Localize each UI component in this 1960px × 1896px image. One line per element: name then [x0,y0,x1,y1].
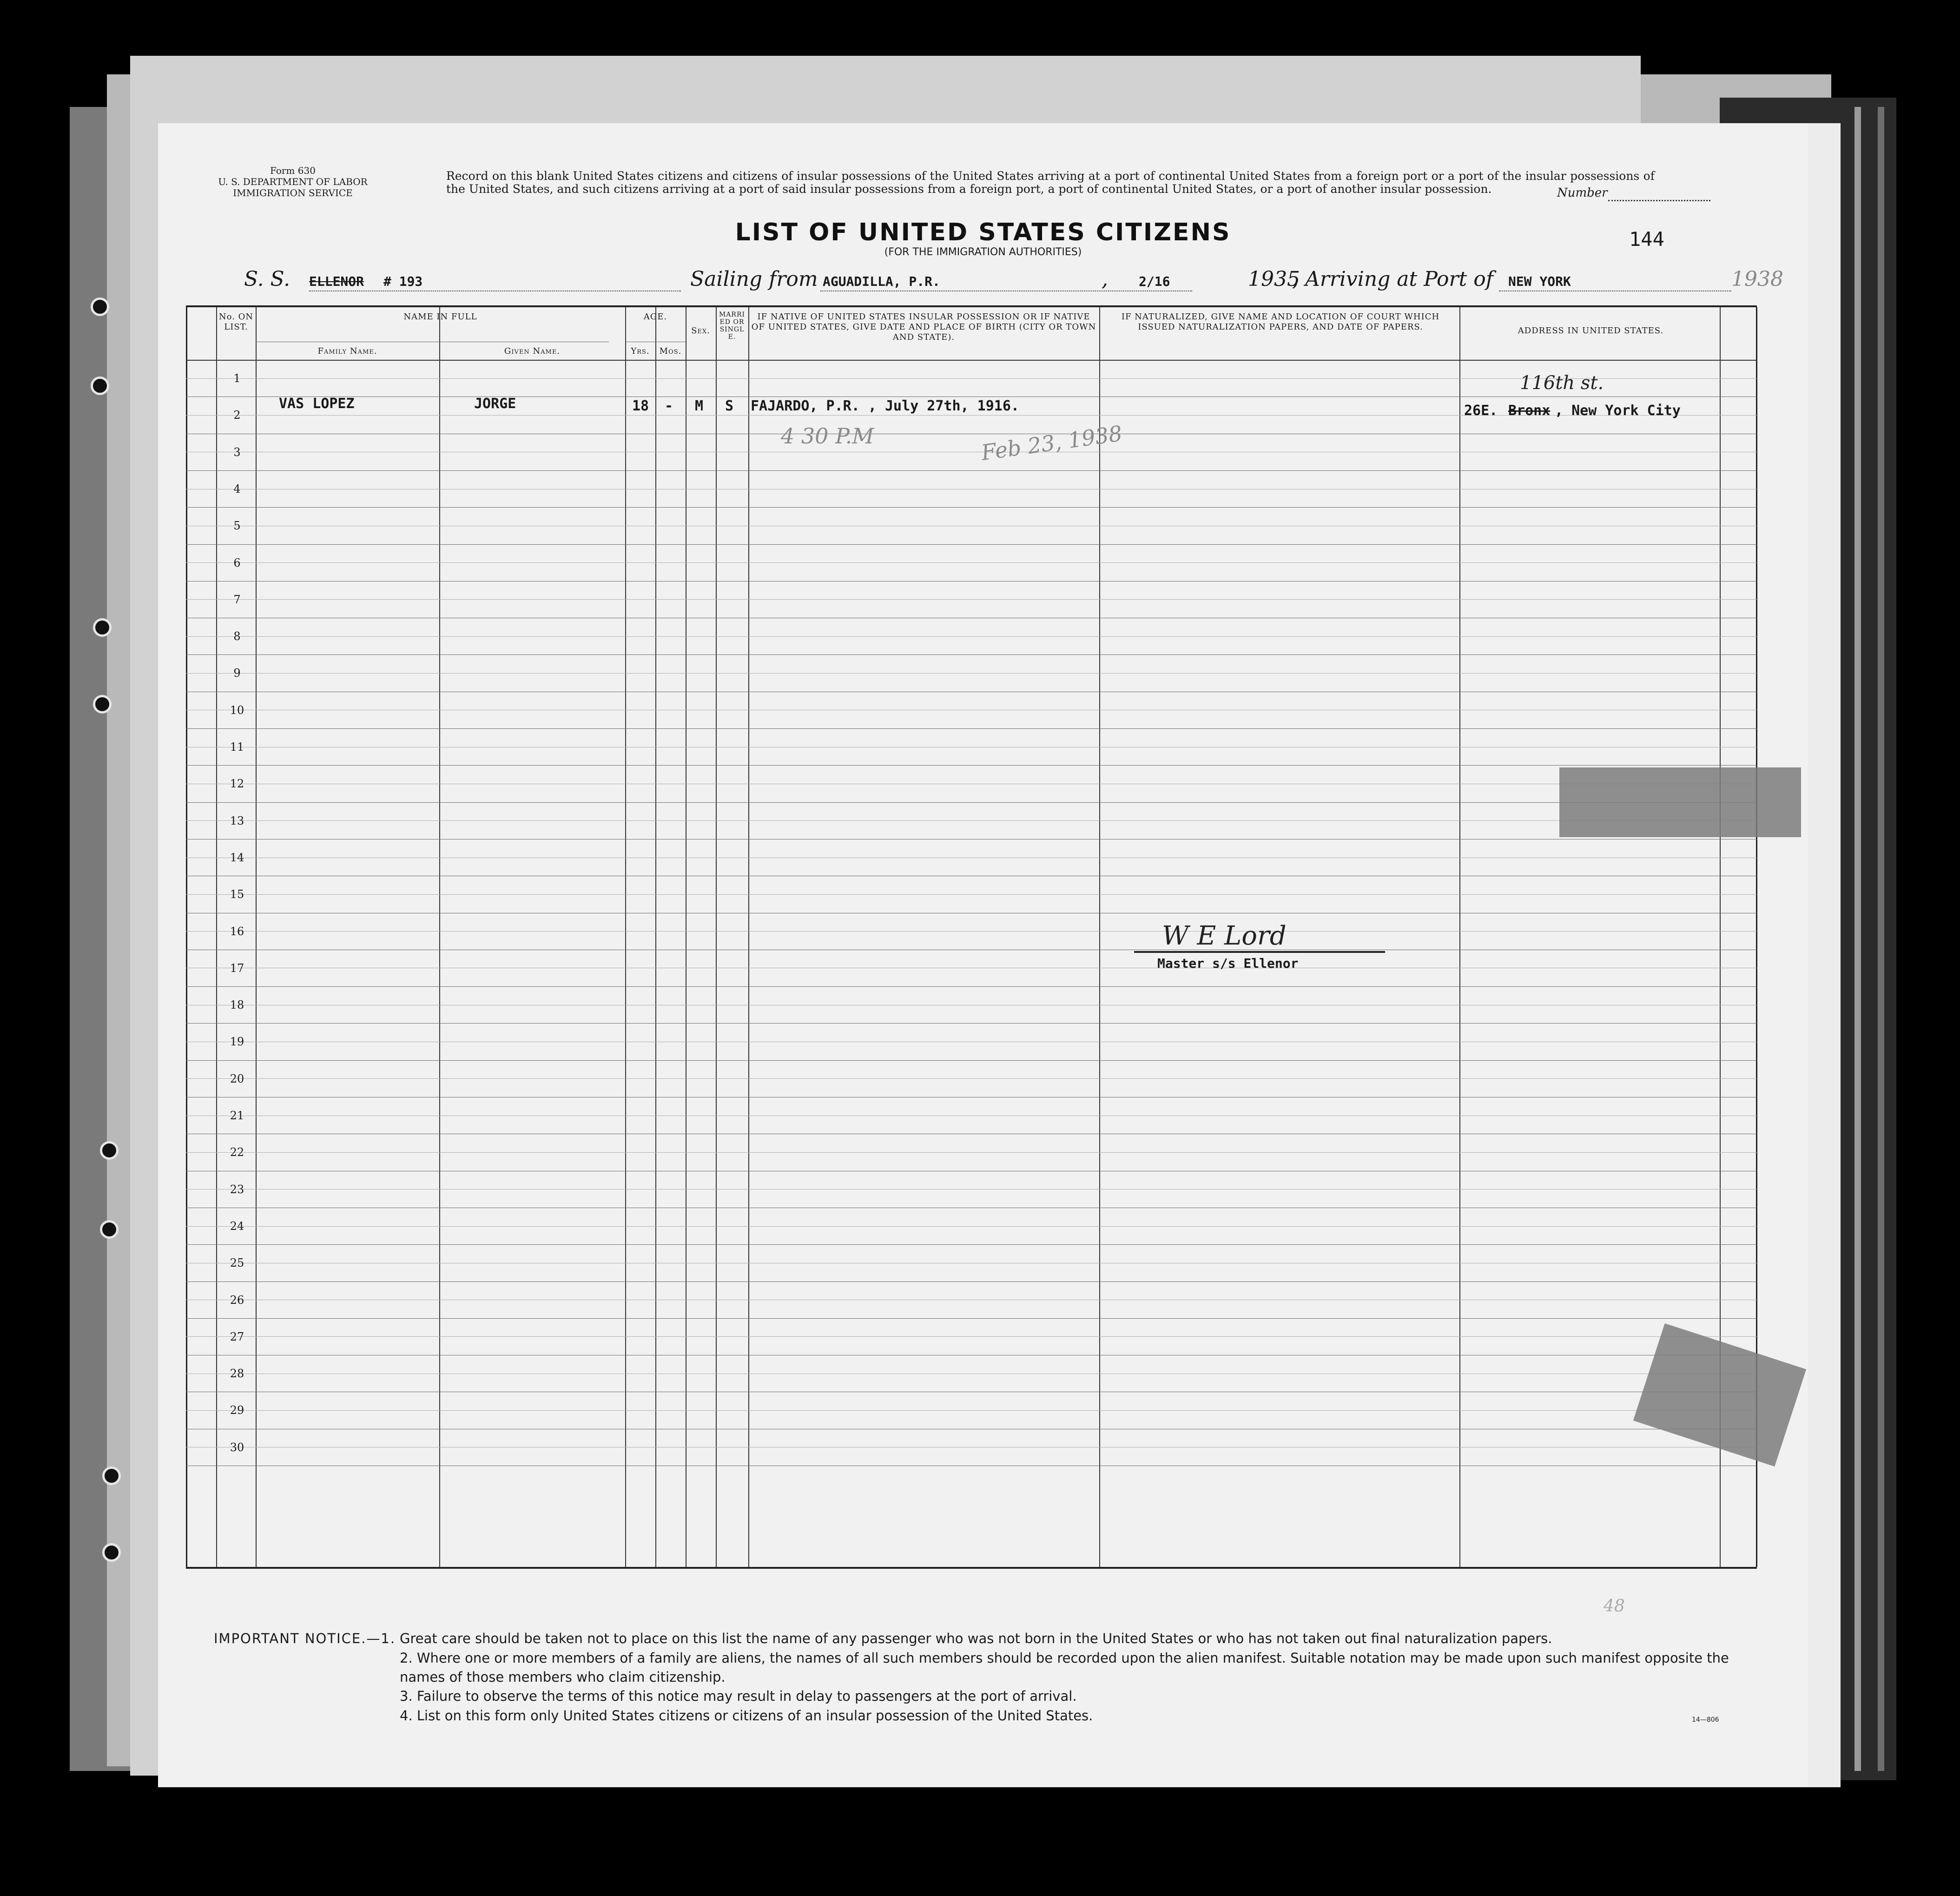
row-number: 10 [230,703,244,717]
page-number: 144 [1629,228,1664,251]
col-rule [256,307,257,1567]
voyage-line: S. S. ELLENOR # 193 Sailing from AGUADILLA, P.R. , 2/16 1935 , Arriving at Port of NEW YORK 1938 [244,267,1783,291]
row-rule [186,507,1757,508]
row-number: 12 [230,777,244,791]
form-code: 14—806 [1692,1716,1719,1724]
row-rule [186,544,1757,545]
row-number: 16 [230,925,244,938]
row-rule [186,396,1757,397]
col-naturalization: IF NATURALIZED, GIVE NAME AND LOCATION OF COURT WHICH ISSUED NATURALIZATION PAPERS, AND DATE OF PAPERS. [1121,312,1440,332]
marital-cell: S [725,398,734,414]
row-subrule [186,820,1757,821]
row-rule [186,654,1757,655]
row-rule [186,986,1757,987]
col-rule [1459,307,1460,1567]
address-handwritten: 116th st. [1520,372,1604,394]
page-edge [1878,107,1884,1771]
row-number: 9 [233,667,241,680]
row-rule [186,1318,1757,1319]
row-subrule [186,894,1757,895]
notice-item-4: 4. List on this form only United States citizens or citizens of an insular possession of the United States. [400,1708,1093,1724]
row-number: 15 [230,888,244,901]
row-number: 28 [230,1367,244,1381]
passenger-table [186,305,1757,1569]
col-rule [216,307,217,1567]
birthplace-cell: FAJARDO, P.R. , July 27th, 1916. [751,398,1019,414]
row-subrule [186,599,1757,600]
page-title: LIST OF UNITED STATES CITIZENS [735,218,1231,246]
row-subrule [186,1226,1757,1227]
arrival-year: 1938 [1731,267,1783,291]
row-subrule [186,562,1757,563]
notice-heading: IMPORTANT NOTICE.—1. [214,1631,396,1646]
punch-hole [100,1220,119,1239]
row-rule [186,728,1757,729]
corner-mark: 48 [1604,1597,1625,1616]
number-label: Number [1557,186,1608,200]
col-years: Yrs. [631,346,650,356]
col-sex: Sex. [691,326,710,336]
address-street: 26E. [1464,403,1498,419]
col-months: Mos. [659,346,682,356]
col-rule [439,307,440,1567]
tape-smudge [1633,1323,1806,1467]
row-number: 4 [233,482,241,495]
page-subtitle: (FOR THE IMMIGRATION AUTHORITIES) [884,246,1082,258]
given-name-cell: JORGE [474,396,516,412]
notice-item-3: 3. Failure to observe the terms of this notice may result in delay to passengers at the port of arrival. [400,1688,1077,1704]
row-number: 18 [230,998,244,1012]
sailing-from-label: Sailing from [690,267,818,291]
row-rule [186,1023,1757,1024]
row-number: 25 [230,1256,244,1270]
page-edge [1854,107,1861,1771]
row-number: 13 [230,814,244,827]
row-number: 22 [230,1146,244,1159]
row-rule [186,1244,1757,1245]
form-header-block [195,165,390,198]
tape-smudge [1559,767,1801,837]
row-rule [186,802,1757,803]
row-rule [186,470,1757,471]
punch-hole [91,377,109,395]
row-number: 29 [230,1404,244,1417]
row-subrule [186,673,1757,674]
signature-caption: Master s/s Ellenor [1157,956,1299,971]
row-number: 6 [233,556,241,569]
row-rule [186,765,1757,766]
col-birthplace: IF NATIVE OF UNITED STATES INSULAR POSSESSION OR IF NATIVE OF UNITED STATES, GIVE DATE AND PLACE OF BIRTH (CITY OR TOWN AND STATE). [751,312,1096,342]
col-no-on-list: No. ON LIST. [218,312,254,332]
col-rule [625,307,626,1567]
row-subrule [186,1152,1757,1153]
address-city: , New York City [1555,403,1681,419]
row-number: 5 [233,519,241,533]
punch-hole [102,1543,121,1562]
sex-cell: M [695,398,704,414]
ship-name: ELLENOR [309,274,364,289]
punch-hole [93,618,112,637]
arrival-port: NEW YORK [1508,274,1571,289]
row-number: 1 [233,372,241,385]
row-subrule [186,1078,1757,1079]
pencil-note-date: Feb 23, 1938 [979,421,1124,465]
row-rule [186,1060,1757,1061]
signature-line [1134,951,1385,953]
row-number: 11 [230,740,244,753]
punch-hole [91,297,109,316]
notice-item-2: 2. Where one or more members of a family are aliens, the names of all such members should be recorded upon the alien manifest. Suitable notation may be made upon such manifest opposite the names of those members who claim citizenship. [400,1650,1729,1685]
row-number: 20 [230,1072,244,1085]
row-number: 3 [233,445,241,459]
age-months-cell: - [665,398,673,414]
row-number: 23 [230,1183,244,1196]
row-number: 26 [230,1293,244,1307]
col-address: ADDRESS IN UNITED STATES. [1518,326,1664,336]
col-rule [1099,307,1100,1567]
row-number: 30 [230,1440,244,1454]
family-name-cell: VAS LOPEZ [279,396,355,412]
head-rule [186,360,1757,361]
record-instructions: Record on this blank United States citizens and citizens of insular possessions of the United States arriving at a port of continental United States from a foreign port or a port of the insular possessions of the United States, and such citizens arriving at a port of said insular possessions from a foreign port, a port of continental United States, or a port of another insular possession. [446,169,1655,196]
col-given-name: Given Name. [504,346,561,356]
pencil-note-time: 4 30 P.M [781,423,874,449]
row-number: 7 [233,593,241,606]
age-years-cell: 18 [632,398,649,414]
punch-hole [100,1141,119,1160]
service-name: IMMIGRATION SERVICE [233,187,353,198]
departure-year: 1935 [1248,267,1300,291]
departure-date: 2/16 [1139,274,1170,289]
punch-hole [102,1467,121,1485]
department-name: U. S. DEPARTMENT OF LABOR [218,176,368,187]
row-number: 24 [230,1219,244,1233]
ss-label: S. S. [244,267,290,291]
col-name-in-full: NAME IN FULL [403,312,477,322]
col-rule [716,307,717,1567]
row-number: 8 [233,630,241,643]
col-age: AGE. [643,312,667,322]
master-signature: W E Lord [1162,921,1287,951]
col-married-single: MARRIED OR SINGLE. [719,311,746,341]
sailing-from-port: AGUADILLA, P.R. [823,274,940,289]
address-struck-word: Bronx [1508,403,1551,419]
row-subrule [186,1410,1757,1411]
row-number: 2 [233,409,241,422]
arriving-label: , Arriving at Port of [1292,267,1493,291]
row-number: 27 [230,1330,244,1343]
row-subrule [186,636,1757,637]
row-subrule [186,1336,1757,1337]
col-family-name: Family Name. [317,346,377,356]
voyage-number: # 193 [383,274,423,289]
row-number: 14 [230,851,244,864]
number-field-line [1608,200,1710,201]
notice-item-1: Great care should be taken not to place on this list the name of any passenger who was not born in the United States or who has not taken out final naturalization papers. [400,1631,1552,1646]
row-number: 21 [230,1109,244,1122]
row-number: 17 [230,961,244,975]
col-rule [655,307,656,1567]
col-rule [186,307,187,1567]
punch-hole [93,695,112,713]
col-rule [748,307,749,1567]
manifest-form [158,123,1841,1787]
form-number: Form 630 [270,165,316,176]
row-number: 19 [230,1035,244,1049]
